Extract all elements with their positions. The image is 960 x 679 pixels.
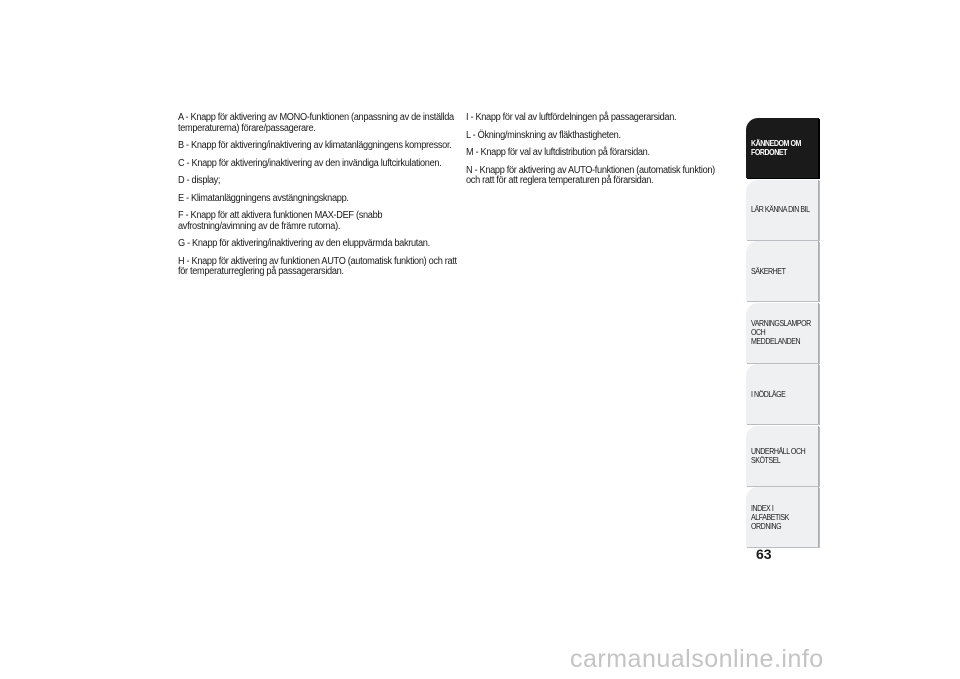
right-text-column bbox=[466, 113, 728, 194]
legend-item-b: B - Knapp för aktivering/inaktivering av klimatanläggningens kompressor. bbox=[178, 140, 452, 151]
legend-item-i: I - Knapp för val av luftfördelningen på passagerarsidan. bbox=[466, 112, 677, 123]
legend-item-h: H - Knapp för aktivering av funktionen AUTO (automatisk funktion) och ratt för temperaturreglering på passagerarsidan. bbox=[178, 255, 457, 277]
legend-item-l: L - Ökning/minskning av fläkthastigheten. bbox=[466, 129, 621, 141]
tab-lar-kanna-din-bil[interactable] bbox=[746, 180, 819, 240]
tab-label: I NÖDLÄGE bbox=[751, 389, 786, 399]
legend-item-m: M - Knapp för val av luftdistribution på förarsidan. bbox=[466, 147, 650, 158]
legend-item-g: G - Knapp för aktivering/inaktivering av den eluppvärmda bakrutan. bbox=[178, 238, 430, 249]
left-text-column bbox=[178, 113, 460, 285]
watermark: carmanualsonline.info bbox=[570, 645, 824, 673]
chapter-tabs bbox=[746, 118, 819, 549]
page-number: 63 bbox=[756, 546, 772, 562]
tab-label: LÄR KÄNNA DIN BIL bbox=[751, 205, 810, 214]
legend-item-a: A - Knapp för aktivering av MONO-funktionen (anpassning av de inställda temperaturerna) förare/passagerare. bbox=[178, 112, 454, 134]
legend-item-n: N - Knapp för aktivering av AUTO-funktionen (automatisk funktion) och ratt för att reglera temperaturen på förarsidan. bbox=[466, 164, 715, 186]
tab-index[interactable] bbox=[746, 487, 819, 547]
tab-kannedom-om-fordonet[interactable] bbox=[746, 118, 819, 178]
tab-varningslampor[interactable] bbox=[746, 303, 819, 363]
legend-item-e: E - Klimatanläggningens avstängningsknapp. bbox=[178, 192, 349, 204]
legend-item-c: C - Knapp för aktivering/inaktivering av den invändiga luftcirkulationen. bbox=[178, 157, 442, 169]
tab-label: KÄNNEDOM OM FORDONET bbox=[751, 139, 801, 157]
tab-sakerhet[interactable] bbox=[746, 241, 819, 301]
tab-label: SÄKERHET bbox=[751, 266, 786, 276]
legend-item-d: D - display; bbox=[178, 175, 221, 186]
legend-item-f: F - Knapp för att aktivera funktionen MAX-DEF (snabb avfrostning/avimning av de främre rutorna). bbox=[178, 210, 383, 232]
tab-underhall-och-skotsel[interactable] bbox=[746, 426, 819, 486]
tab-label: INDEX I ALFABETISK ORDNING bbox=[751, 503, 789, 531]
tab-i-nodlage[interactable] bbox=[746, 364, 819, 424]
tab-label: UNDERHÅLL OCH SKÖTSEL bbox=[751, 446, 806, 465]
tab-label: VARNINGSLAMPOR OCH MEDDELANDEN bbox=[751, 319, 811, 346]
